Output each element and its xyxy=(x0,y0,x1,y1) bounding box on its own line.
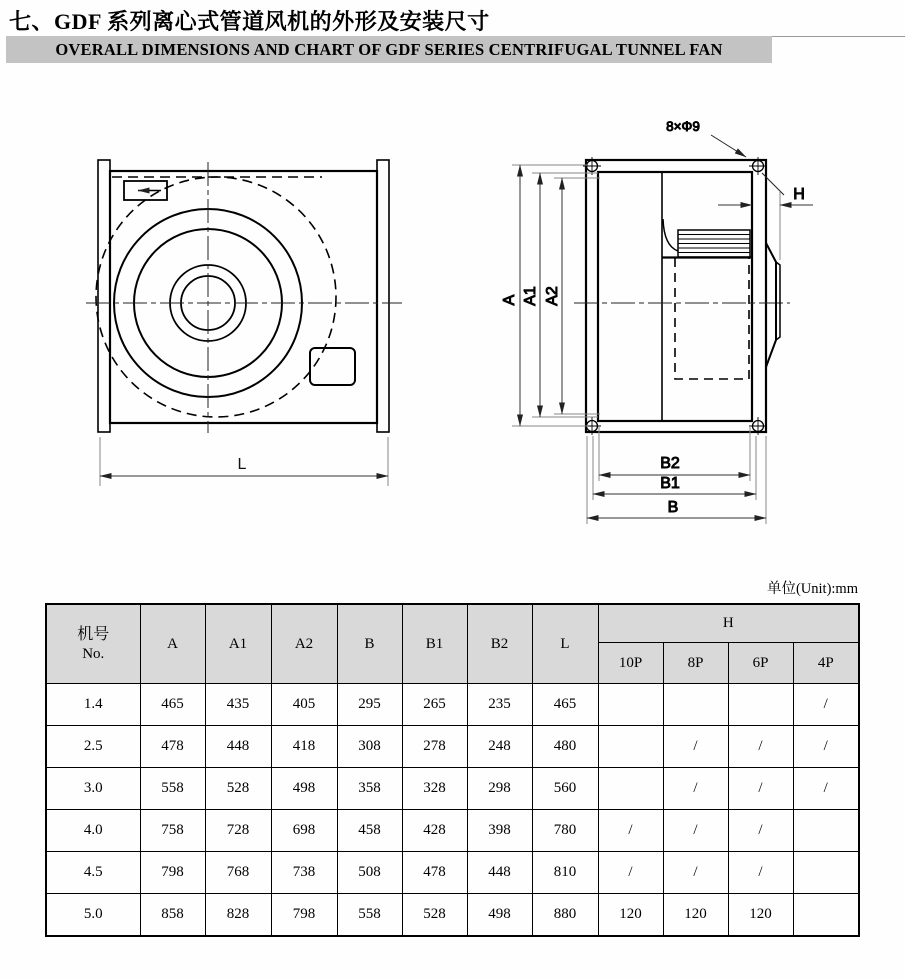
table-row xyxy=(46,768,859,810)
col-header-A: A xyxy=(140,604,205,684)
dim-value-cell: 418 xyxy=(271,726,337,768)
front-flange-left xyxy=(98,160,110,432)
dim-value-cell xyxy=(793,894,859,937)
motor-dashed xyxy=(675,258,749,379)
table-row xyxy=(46,810,859,852)
col-header-B1: B1 xyxy=(402,604,467,684)
dim-value-cell: 295 xyxy=(337,684,402,726)
col-header-model-cn: 机号 xyxy=(77,626,110,643)
dim-value-cell: / xyxy=(728,852,793,894)
dim-value-cell: 248 xyxy=(467,726,532,768)
dim-value-cell: 528 xyxy=(402,894,467,937)
dim-value-cell: / xyxy=(598,810,663,852)
dim-value-cell: 120 xyxy=(598,894,663,937)
col-header-H-group: H xyxy=(598,604,859,643)
dim-value-cell: 880 xyxy=(532,894,598,937)
col-header-model-en: No. xyxy=(82,646,105,662)
dim-value-cell: 458 xyxy=(337,810,402,852)
dim-value-cell: 478 xyxy=(402,852,467,894)
dim-value-cell: / xyxy=(793,768,859,810)
dim-value-cell: 810 xyxy=(532,852,598,894)
dim-value-cell xyxy=(598,726,663,768)
dim-value-cell: 698 xyxy=(271,810,337,852)
dim-value-cell: / xyxy=(728,768,793,810)
dim-value-cell: / xyxy=(793,726,859,768)
technical-drawing xyxy=(0,100,905,540)
dim-value-cell: 480 xyxy=(532,726,598,768)
dim-label-L: L xyxy=(237,456,247,473)
dim-value-cell: / xyxy=(663,768,728,810)
dim-value-cell: 448 xyxy=(467,852,532,894)
dim-value-cell: 728 xyxy=(205,810,271,852)
dim-value-cell: 298 xyxy=(467,768,532,810)
front-view xyxy=(86,160,402,486)
dim-value-cell: / xyxy=(793,684,859,726)
dim-value-cell: 478 xyxy=(140,726,205,768)
dim-value-cell: 780 xyxy=(532,810,598,852)
col-header-B2: B2 xyxy=(467,604,532,684)
dim-value-cell: 738 xyxy=(271,852,337,894)
model-no-cell: 5.0 xyxy=(46,894,140,937)
dim-value-cell: 428 xyxy=(402,810,467,852)
dim-value-cell: 508 xyxy=(337,852,402,894)
col-header-model xyxy=(46,604,140,684)
bolt-callout-label: 8×Φ9 xyxy=(666,119,700,134)
dim-value-cell: 120 xyxy=(728,894,793,937)
unit-note: 单位(Unit):mm xyxy=(766,581,858,597)
dim-value-cell: 798 xyxy=(271,894,337,937)
dim-label-H: H xyxy=(793,186,805,203)
bolt-callout xyxy=(711,135,784,195)
table-header xyxy=(46,604,859,684)
dim-label-A: A xyxy=(501,294,518,306)
dim-value-cell: 405 xyxy=(271,684,337,726)
dim-value-cell: 798 xyxy=(140,852,205,894)
dim-value-cell xyxy=(598,768,663,810)
col-header-L: L xyxy=(532,604,598,684)
model-no-cell: 1.4 xyxy=(46,684,140,726)
dim-value-cell: 498 xyxy=(271,768,337,810)
dim-value-cell: 358 xyxy=(337,768,402,810)
dim-value-cell: / xyxy=(598,852,663,894)
col-header-B: B xyxy=(337,604,402,684)
model-no-cell: 2.5 xyxy=(46,726,140,768)
dim-value-cell: / xyxy=(728,726,793,768)
table-row xyxy=(46,894,859,937)
dimension-table xyxy=(45,603,860,937)
table-row xyxy=(46,684,859,726)
dim-value-cell: / xyxy=(663,852,728,894)
front-flange-right xyxy=(377,160,389,432)
dim-value-cell: / xyxy=(728,810,793,852)
dim-value-cell: 278 xyxy=(402,726,467,768)
dim-value-cell xyxy=(663,684,728,726)
dim-value-cell: 558 xyxy=(140,768,205,810)
inlet-fillet xyxy=(663,219,678,251)
dim-value-cell: 528 xyxy=(205,768,271,810)
table-body xyxy=(46,684,859,937)
dim-value-cell: 828 xyxy=(205,894,271,937)
dim-value-cell: / xyxy=(663,726,728,768)
dim-label-B: B xyxy=(667,499,679,516)
dim-label-A1: A1 xyxy=(522,286,539,306)
col-header-4P: 4P xyxy=(793,643,859,684)
col-header-A1: A1 xyxy=(205,604,271,684)
dim-value-cell xyxy=(793,852,859,894)
dim-value-cell: 558 xyxy=(337,894,402,937)
col-header-8P: 8P xyxy=(663,643,728,684)
col-header-A2: A2 xyxy=(271,604,337,684)
dim-value-cell xyxy=(793,810,859,852)
terminal-box xyxy=(678,230,750,257)
dim-label-A2: A2 xyxy=(544,286,561,306)
volute-dashed-circle xyxy=(96,177,336,417)
col-header-6P: 6P xyxy=(728,643,793,684)
table-row xyxy=(46,726,859,768)
title-banner xyxy=(6,36,772,63)
outlet-cone xyxy=(766,243,780,367)
page-subtitle: OVERALL DIMENSIONS AND CHART OF GDF SERIES CENTRIFUGAL TUNNEL FAN xyxy=(55,39,723,59)
junction-box xyxy=(310,348,355,385)
model-no-cell: 4.5 xyxy=(46,852,140,894)
page-title: 七、GDF 系列离心式管道风机的外形及安装尺寸 xyxy=(9,9,490,34)
dim-value-cell: 448 xyxy=(205,726,271,768)
table-row xyxy=(46,852,859,894)
dim-value-cell xyxy=(598,684,663,726)
col-header-10P: 10P xyxy=(598,643,663,684)
dim-value-cell: 120 xyxy=(663,894,728,937)
dim-value-cell: 265 xyxy=(402,684,467,726)
side-view xyxy=(501,119,813,524)
dim-value-cell: 328 xyxy=(402,768,467,810)
dim-value-cell: 465 xyxy=(532,684,598,726)
dim-value-cell: 560 xyxy=(532,768,598,810)
dim-value-cell: 308 xyxy=(337,726,402,768)
dim-value-cell: 498 xyxy=(467,894,532,937)
model-no-cell: 3.0 xyxy=(46,768,140,810)
dim-value-cell: / xyxy=(663,810,728,852)
model-no-cell: 4.0 xyxy=(46,810,140,852)
side-flange xyxy=(586,160,766,432)
dim-value-cell: 768 xyxy=(205,852,271,894)
dim-value-cell xyxy=(728,684,793,726)
dim-value-cell: 858 xyxy=(140,894,205,937)
dim-value-cell: 435 xyxy=(205,684,271,726)
dim-label-B2: B2 xyxy=(660,455,680,472)
dim-label-B1: B1 xyxy=(660,475,680,492)
dim-value-cell: 758 xyxy=(140,810,205,852)
dim-value-cell: 398 xyxy=(467,810,532,852)
dim-value-cell: 235 xyxy=(467,684,532,726)
dim-value-cell: 465 xyxy=(140,684,205,726)
